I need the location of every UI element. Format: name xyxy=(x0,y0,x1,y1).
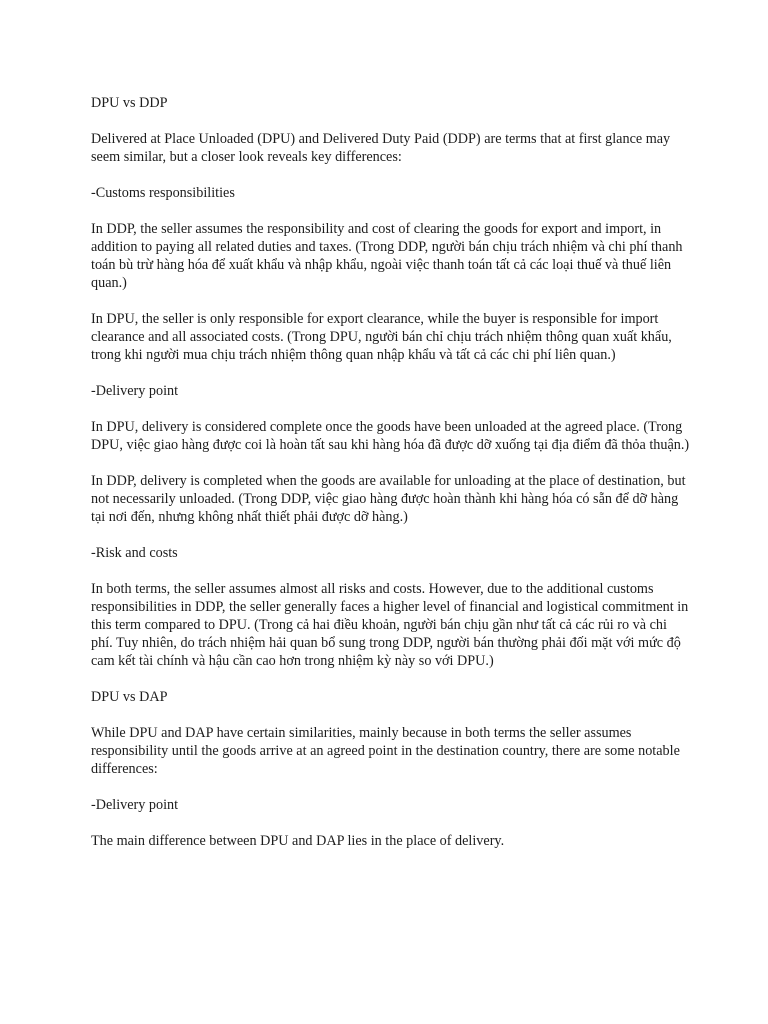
paragraph-dpu-customs: In DPU, the seller is only responsible for export clearance, while the buyer is responsible for import clearance and all associated costs. (Trong DPU, người bán chỉ chịu trách nhiệm thông quan xuất khẩu, trong khi người mua chịu trách nhiệm thông quan nhập khẩu và tất cả các chi phí liên quan.) xyxy=(91,311,672,363)
subheading-delivery-point-2: -Delivery point xyxy=(91,797,179,813)
paragraph-dpu-dap-delivery: The main difference between DPU and DAP lies in the place of delivery. xyxy=(91,833,505,849)
section-heading-dpu-vs-ddp: DPU vs DDP xyxy=(91,95,168,111)
subheading-risk-and-costs: -Risk and costs xyxy=(91,545,178,561)
subheading-delivery-point: -Delivery point xyxy=(91,383,179,399)
document-page xyxy=(91,94,691,868)
intro-paragraph: Delivered at Place Unloaded (DPU) and Delivered Duty Paid (DDP) are terms that at first glance may seem similar, but a closer look reveals key differences: xyxy=(91,131,671,165)
section-heading-dpu-vs-dap: DPU vs DAP xyxy=(91,689,168,705)
paragraph-dpu-delivery: In DPU, delivery is considered complete once the goods have been unloaded at the agreed place. (Trong DPU, việc giao hàng được coi là hoàn tất sau khi hàng hóa đã được dỡ xuống tại địa điểm đã thỏa thuận.) xyxy=(91,419,690,453)
paragraph-dpu-dap-intro: While DPU and DAP have certain similarities, mainly because in both terms the seller assumes responsibility until the goods arrive at an agreed point in the destination country, there are some notable differences: xyxy=(91,725,680,777)
paragraph-risk-costs: In both terms, the seller assumes almost all risks and costs. However, due to the additional customs responsibilities in DDP, the seller generally faces a higher level of financial and logistical commitment in this term compared to DPU. (Trong cả hai điều khoản, người bán chịu gần như tất cả các rủi ro và chi phí. Tuy nhiên, do trách nhiệm hải quan bổ sung trong DDP, người bán thường phải đối mặt với mức độ cam kết tài chính và hậu cần cao hơn trong nhiệm kỳ này so với DPU.) xyxy=(91,581,689,669)
paragraph-ddp-customs: In DDP, the seller assumes the responsibility and cost of clearing the goods for export and import, in addition to paying all related duties and taxes. (Trong DDP, người bán chịu trách nhiệm và chi phí thanh toán bù trừ hàng hóa để xuất khẩu và nhập khẩu, ngoài việc thanh toán tất cả các loại thuế và thuế liên quan.) xyxy=(91,221,683,291)
paragraph-ddp-delivery: In DDP, delivery is completed when the goods are available for unloading at the place of destination, but not necessarily unloaded. (Trong DDP, việc giao hàng được hoàn thành khi hàng hóa có sẵn để dỡ hàng tại nơi đến, nhưng không nhất thiết phải được dỡ hàng.) xyxy=(91,473,686,525)
subheading-customs-responsibilities: -Customs responsibilities xyxy=(91,185,235,201)
